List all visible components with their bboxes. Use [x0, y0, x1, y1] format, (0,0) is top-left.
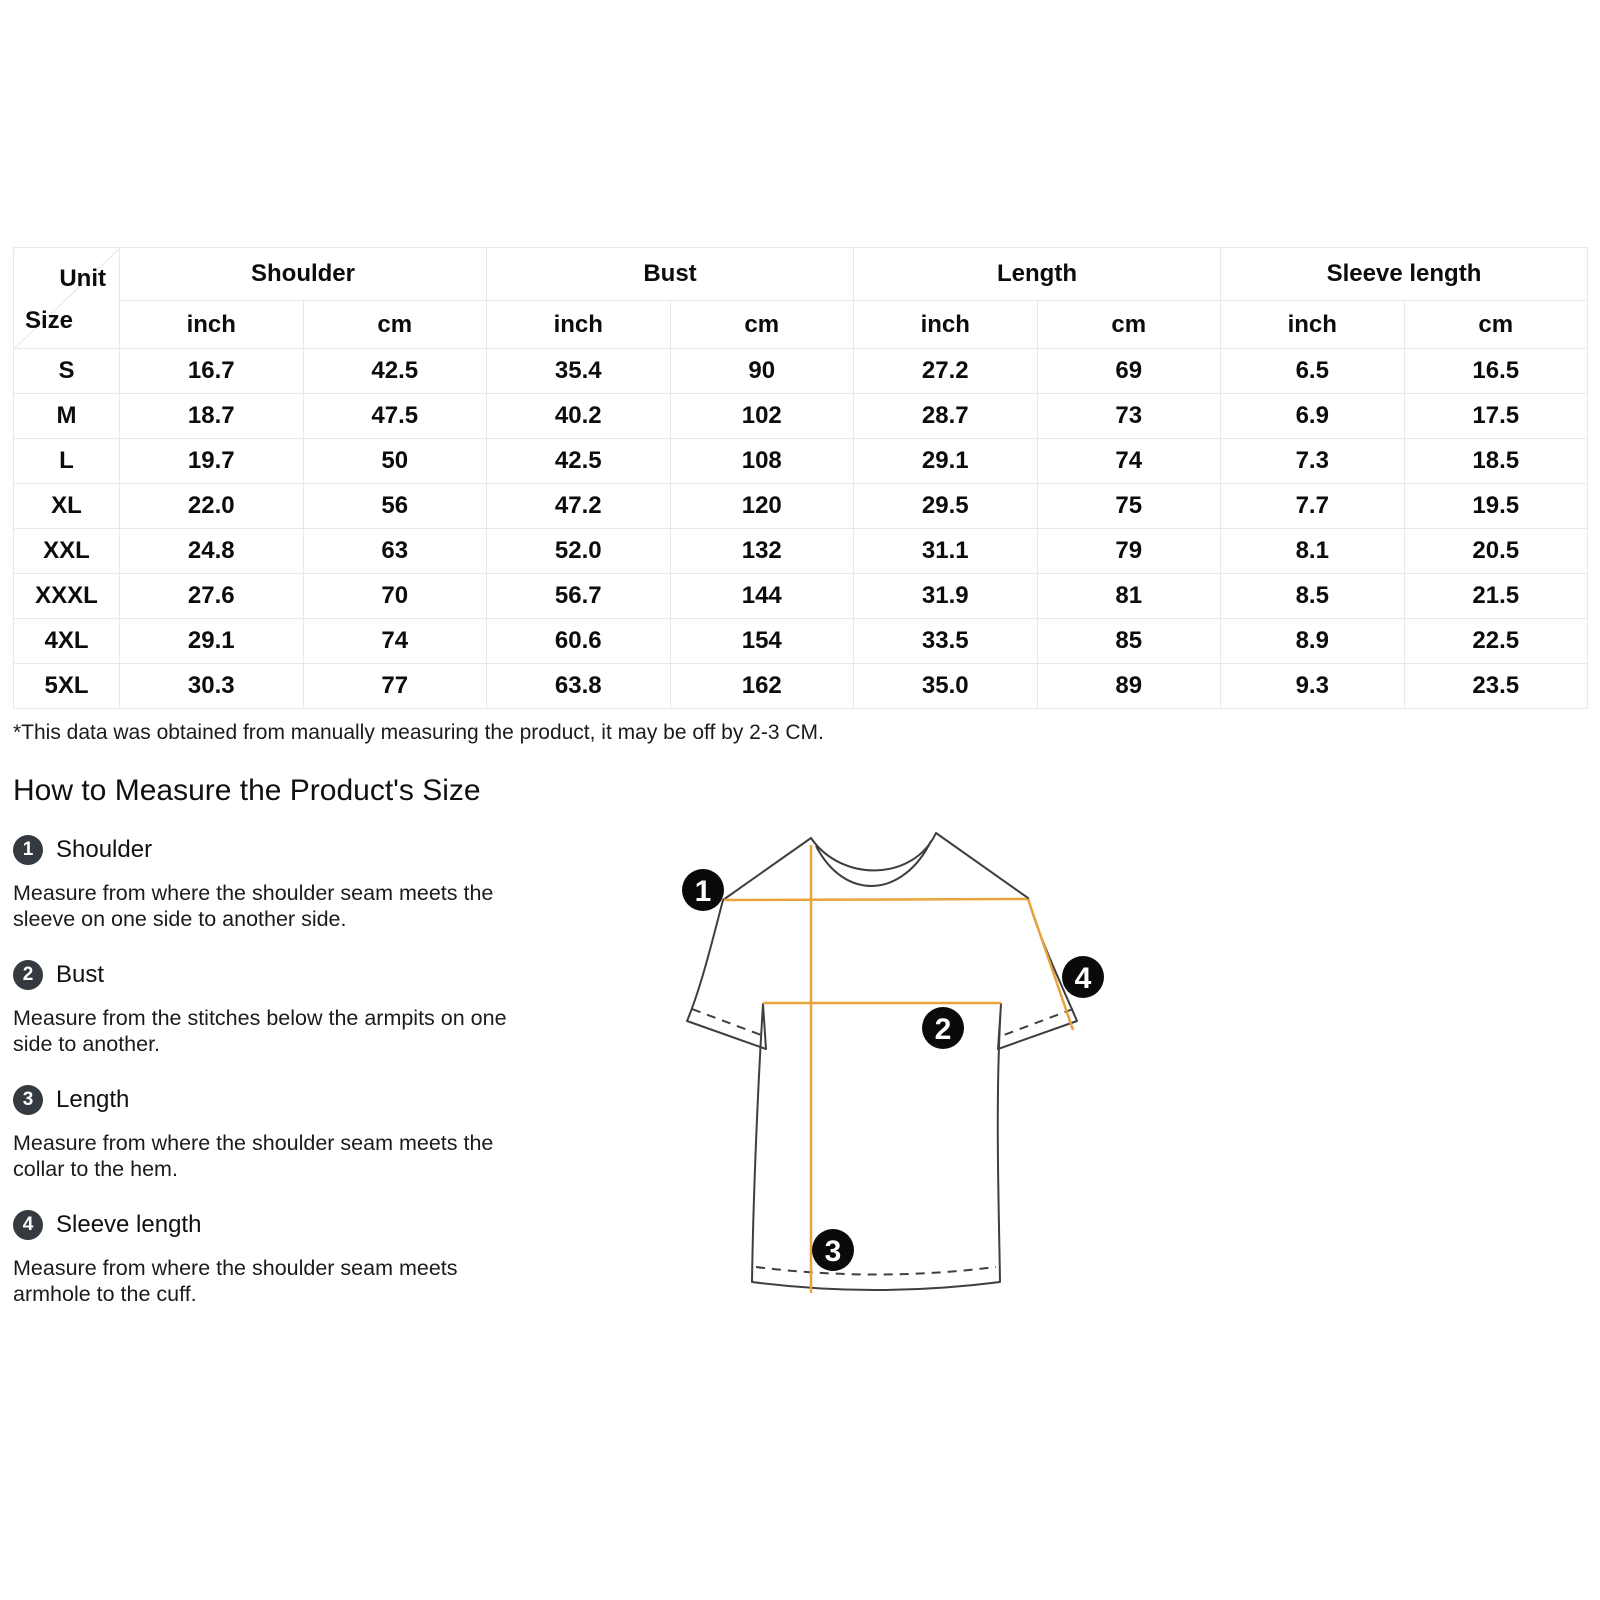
value-cell: 79 [1037, 529, 1221, 574]
value-cell: 24.8 [120, 529, 304, 574]
value-cell: 56.7 [487, 574, 671, 619]
value-cell: 19.7 [120, 439, 304, 484]
group-header-sleeve-length: Sleeve length [1221, 248, 1588, 301]
unit-header: cm [303, 301, 487, 349]
value-cell: 85 [1037, 619, 1221, 664]
unit-header: cm [1404, 301, 1588, 349]
value-cell: 74 [303, 619, 487, 664]
guide-item-label: Sleeve length [56, 1210, 202, 1238]
value-cell: 63.8 [487, 664, 671, 709]
value-cell: 77 [303, 664, 487, 709]
group-header-length: Length [854, 248, 1221, 301]
value-cell: 29.1 [120, 619, 304, 664]
value-cell: 6.9 [1221, 394, 1405, 439]
diagram-marker-1 [682, 869, 724, 911]
value-cell: 42.5 [303, 349, 487, 394]
value-cell: 40.2 [487, 394, 671, 439]
guide-item-description: Measure from the stitches below the armpits on one side to another. [13, 1006, 507, 1056]
value-cell: 18.7 [120, 394, 304, 439]
value-cell: 29.5 [854, 484, 1038, 529]
diagram-marker-4 [1062, 956, 1104, 998]
table-row-m [14, 394, 1588, 439]
value-cell: 56 [303, 484, 487, 529]
table-footnote: *This data was obtained from manually measuring the product, it may be off by 2-3 CM. [13, 721, 824, 744]
value-cell: 154 [670, 619, 854, 664]
value-cell: 16.7 [120, 349, 304, 394]
value-cell: 30.3 [120, 664, 304, 709]
value-cell: 90 [670, 349, 854, 394]
value-cell: 81 [1037, 574, 1221, 619]
badge-4-icon: 4 [13, 1210, 43, 1240]
badge-3-icon: 3 [13, 1085, 43, 1115]
tshirt-outline [687, 833, 1077, 1290]
table-row-xl [14, 484, 1588, 529]
group-header-shoulder: Shoulder [120, 248, 487, 301]
measuring-guide [13, 774, 531, 1334]
size-cell: 4XL [14, 619, 120, 664]
guide-item-label: Bust [56, 960, 105, 988]
guide-item-description: Measure from where the shoulder seam meets armhole to the cuff. [13, 1256, 458, 1306]
value-cell: 162 [670, 664, 854, 709]
size-cell: S [14, 349, 120, 394]
unit-header: cm [670, 301, 854, 349]
table-unit-header-row [14, 301, 1588, 349]
guide-item-label: Length [56, 1085, 130, 1113]
svg-text:1: 1 [694, 875, 712, 908]
corner-unit-label: Unit [59, 265, 106, 292]
value-cell: 7.7 [1221, 484, 1405, 529]
value-cell: 20.5 [1404, 529, 1588, 574]
value-cell: 31.1 [854, 529, 1038, 574]
guide-item-label: Shoulder [56, 835, 153, 863]
value-cell: 42.5 [487, 439, 671, 484]
value-cell: 9.3 [1221, 664, 1405, 709]
badge-1-icon: 1 [13, 835, 43, 865]
size-cell: XL [14, 484, 120, 529]
corner-size-label: Size [25, 307, 74, 334]
shoulder-measure-line [724, 899, 1027, 900]
value-cell: 52.0 [487, 529, 671, 574]
value-cell: 102 [670, 394, 854, 439]
value-cell: 29.1 [854, 439, 1038, 484]
value-cell: 35.0 [854, 664, 1038, 709]
size-cell: L [14, 439, 120, 484]
value-cell: 8.5 [1221, 574, 1405, 619]
value-cell: 22.5 [1404, 619, 1588, 664]
table-group-header-row [14, 248, 1588, 301]
table-row-xxxl [14, 574, 1588, 619]
value-cell: 73 [1037, 394, 1221, 439]
value-cell: 108 [670, 439, 854, 484]
value-cell: 16.5 [1404, 349, 1588, 394]
value-cell: 70 [303, 574, 487, 619]
table-row-4xl [14, 619, 1588, 664]
value-cell: 31.9 [854, 574, 1038, 619]
unit-header: inch [487, 301, 671, 349]
value-cell: 23.5 [1404, 664, 1588, 709]
diagram-marker-3 [812, 1229, 854, 1271]
value-cell: 75 [1037, 484, 1221, 529]
unit-header: inch [854, 301, 1038, 349]
value-cell: 6.5 [1221, 349, 1405, 394]
value-cell: 63 [303, 529, 487, 574]
value-cell: 89 [1037, 664, 1221, 709]
value-cell: 8.1 [1221, 529, 1405, 574]
size-cell: XXXL [14, 574, 120, 619]
value-cell: 21.5 [1404, 574, 1588, 619]
guide-item-bust [13, 959, 531, 1057]
guide-item-length [13, 1084, 531, 1182]
guide-item-description: Measure from where the shoulder seam meets the sleeve on one side to another side. [13, 881, 494, 931]
diagram-marker-2 [922, 1007, 964, 1049]
value-cell: 47.2 [487, 484, 671, 529]
table-row-xxl [14, 529, 1588, 574]
corner-cell [14, 248, 120, 349]
size-cell: XXL [14, 529, 120, 574]
value-cell: 33.5 [854, 619, 1038, 664]
guide-item-description: Measure from where the shoulder seam meets the collar to the hem. [13, 1131, 494, 1181]
value-cell: 8.9 [1221, 619, 1405, 664]
tshirt-measure-diagram [645, 790, 1170, 1315]
value-cell: 47.5 [303, 394, 487, 439]
size-cell: 5XL [14, 664, 120, 709]
value-cell: 60.6 [487, 619, 671, 664]
value-cell: 132 [670, 529, 854, 574]
value-cell: 19.5 [1404, 484, 1588, 529]
unit-header: cm [1037, 301, 1221, 349]
guide-title: How to Measure the Product's Size [13, 774, 481, 807]
value-cell: 69 [1037, 349, 1221, 394]
value-cell: 18.5 [1404, 439, 1588, 484]
guide-item-shoulder [13, 834, 531, 932]
guide-item-sleeve-length [13, 1209, 531, 1307]
unit-header: inch [1221, 301, 1405, 349]
value-cell: 27.6 [120, 574, 304, 619]
svg-text:2: 2 [934, 1013, 952, 1046]
svg-text:4: 4 [1074, 962, 1092, 995]
table-row-l [14, 439, 1588, 484]
size-chart-table [13, 247, 1588, 709]
value-cell: 7.3 [1221, 439, 1405, 484]
value-cell: 17.5 [1404, 394, 1588, 439]
value-cell: 27.2 [854, 349, 1038, 394]
size-cell: M [14, 394, 120, 439]
value-cell: 50 [303, 439, 487, 484]
table-row-5xl [14, 664, 1588, 709]
value-cell: 22.0 [120, 484, 304, 529]
value-cell: 120 [670, 484, 854, 529]
value-cell: 144 [670, 574, 854, 619]
value-cell: 28.7 [854, 394, 1038, 439]
unit-header: inch [120, 301, 304, 349]
badge-2-icon: 2 [13, 960, 43, 990]
value-cell: 74 [1037, 439, 1221, 484]
value-cell: 35.4 [487, 349, 671, 394]
svg-text:3: 3 [824, 1235, 842, 1268]
table-row-s [14, 349, 1588, 394]
group-header-bust: Bust [487, 248, 854, 301]
